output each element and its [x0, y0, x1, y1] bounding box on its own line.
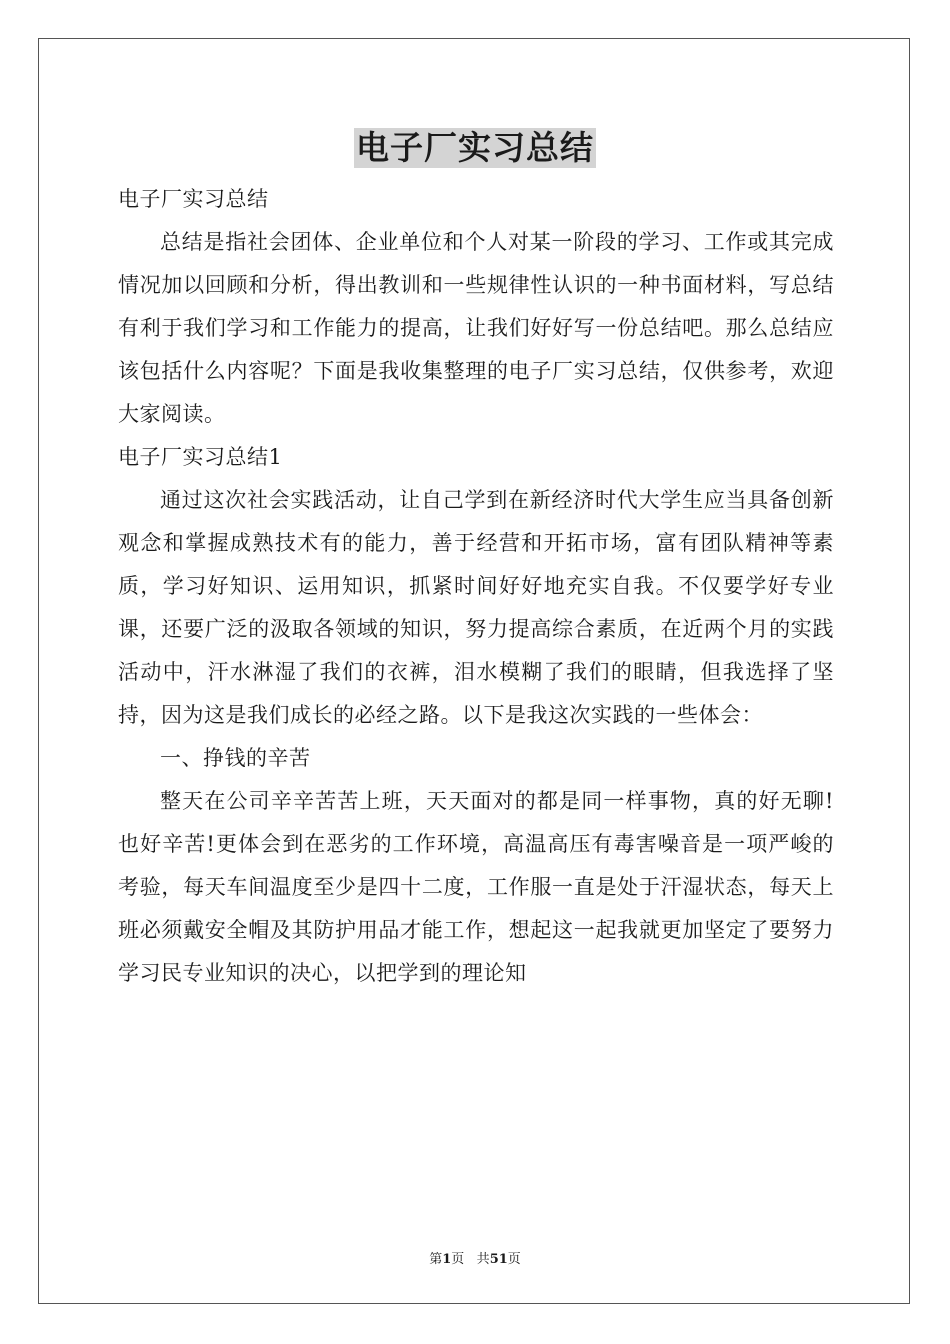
document-body	[118, 178, 834, 995]
document-title: 电子厂实习总结	[356, 128, 594, 167]
paragraph-hardship: 整天在公司辛辛苦苦上班，天天面对的都是同一样事物，真的好无聊!也好辛苦!更体会到在恶劣的工作环境，高温高压有毒害噪音是一项严峻的考验，每天车间温度至少是四十二度，工作服一直是处于汗湿状态，每天上班必须戴安全帽及其防护用品才能工作，想起这一起我就更加坚定了要努力学习民专业知识的决心，以把学到的理论知	[118, 789, 834, 985]
title-container	[0, 128, 950, 168]
page-label-prefix: 第	[429, 1252, 443, 1267]
total-label-prefix: 共	[476, 1252, 490, 1267]
page-footer	[0, 1248, 950, 1267]
page-label-suffix: 页	[451, 1252, 465, 1267]
total-label-suffix: 页	[507, 1252, 521, 1267]
subheading-section-1: 电子厂实习总结1	[118, 445, 283, 469]
page-total-number: 51	[489, 1252, 508, 1267]
page-current-number: 1	[442, 1252, 452, 1267]
subheading-intro: 电子厂实习总结	[118, 187, 269, 211]
paragraph-intro: 总结是指社会团体、企业单位和个人对某一阶段的学习、工作或其完成情况加以回顾和分析，得出教训和一些规律性认识的一种书面材料，写总结有利于我们学习和工作能力的提高，让我们好好写一份总结吧。那么总结应该包括什么内容呢？下面是我收集整理的电子厂实习总结，仅供参考，欢迎大家阅读。	[118, 230, 834, 426]
subheading-hardship: 一、挣钱的辛苦	[160, 746, 311, 770]
paragraph-practice: 通过这次社会实践活动，让自己学到在新经济时代大学生应当具备创新观念和掌握成熟技术有的能力，善于经营和开拓市场，富有团队精神等素质，学习好知识、运用知识，抓紧时间好好地充实自我。不仅要学好专业课，还要广泛的汲取各领域的知识，努力提高综合素质，在近两个月的实践活动中，汗水淋湿了我们的衣裤，泪水模糊了我们的眼睛，但我选择了坚持，因为这是我们成长的必经之路。以下是我这次实践的一些体会：	[118, 488, 834, 727]
